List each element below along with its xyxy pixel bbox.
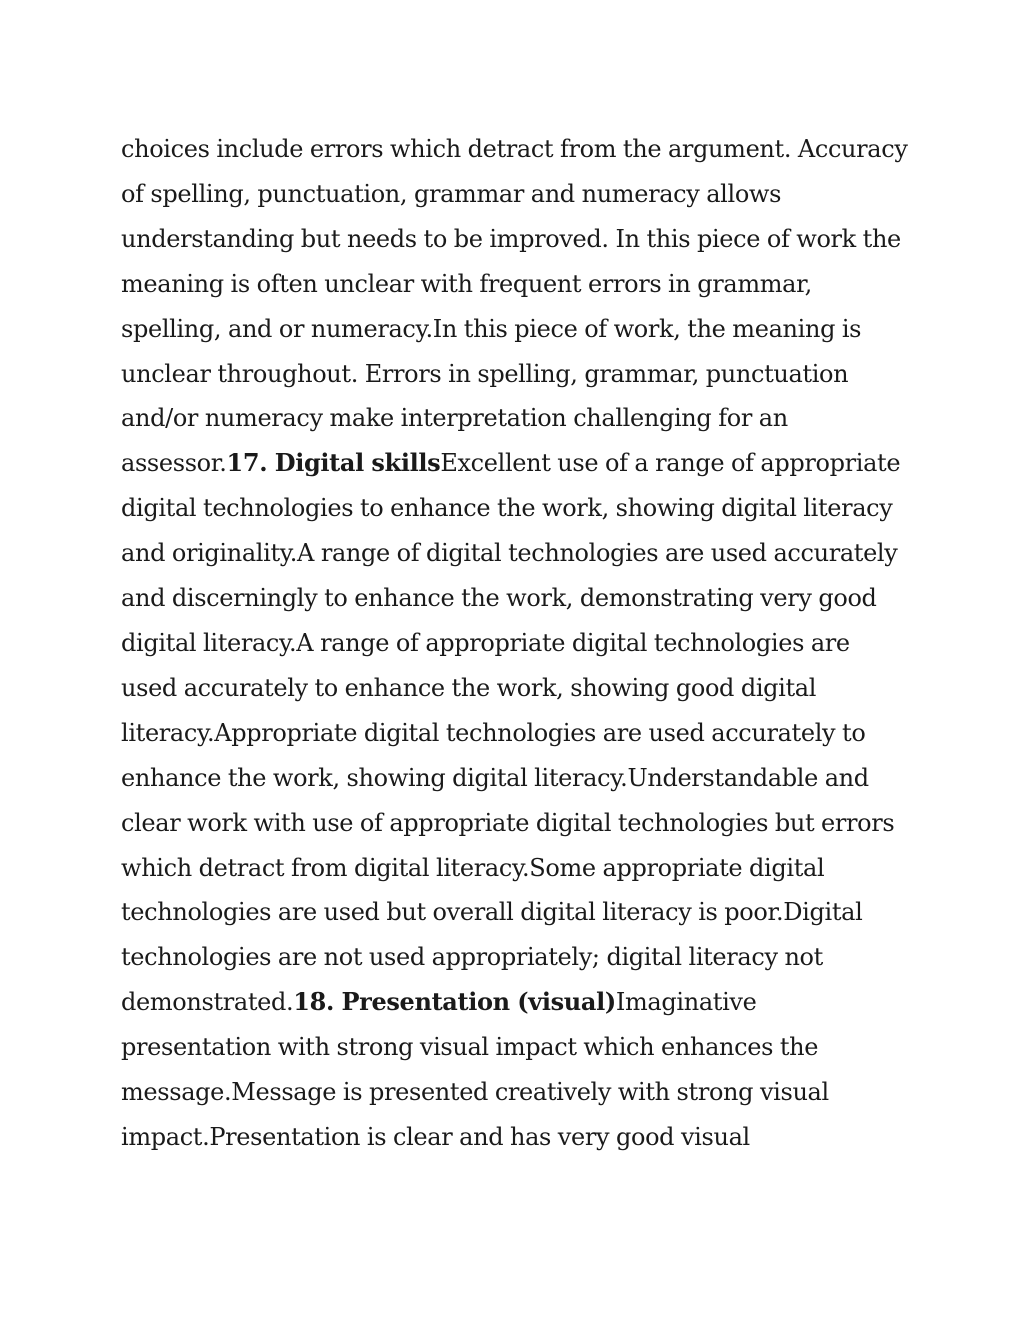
section-heading-presentation: 18. Presentation (visual) — [293, 987, 616, 1017]
section-heading-digital-skills: 17. Digital skills — [226, 448, 441, 478]
document-page — [121, 127, 911, 1160]
body-text-segment: choices include errors which detract from the argument. Accuracy of spelling, punctuation, grammar and numeracy allows understanding but needs to be improved. In this piece of work the meaning is often unclear with frequent errors in grammar, spelling, and or numeracy.In this piece of work, the meaning is unclear throughout. Errors in spelling, grammar, punctuation and/or numeracy make interpretation challenging for an assessor. — [121, 135, 908, 478]
body-text-segment: Excellent use of a range of appropriate digital technologies to enhance the work, showing digital literacy and originality.A range of digital technologies are used accurately and discerningly to enhance the work, demonstrating very good digital literacy.A range of appropriate digital technologies are used accurately to enhance the work, showing good digital literacy.Appropriate digital technologies are used accurately to enhance the work, showing digital literacy.Understandable and clear work with use of appropriate digital technologies but errors which detract from digital literacy.Some appropriate digital technologies are used but overall digital literacy is poor.Digital technologies are not used appropriately; digital literacy not demonstrated. — [121, 449, 901, 1017]
body-text-segment: Imaginative presentation with strong visual impact which enhances the message.Message is presented creatively with strong visual impact.Presentation is clear and has very good visual — [121, 988, 829, 1151]
document-body — [121, 127, 911, 1160]
